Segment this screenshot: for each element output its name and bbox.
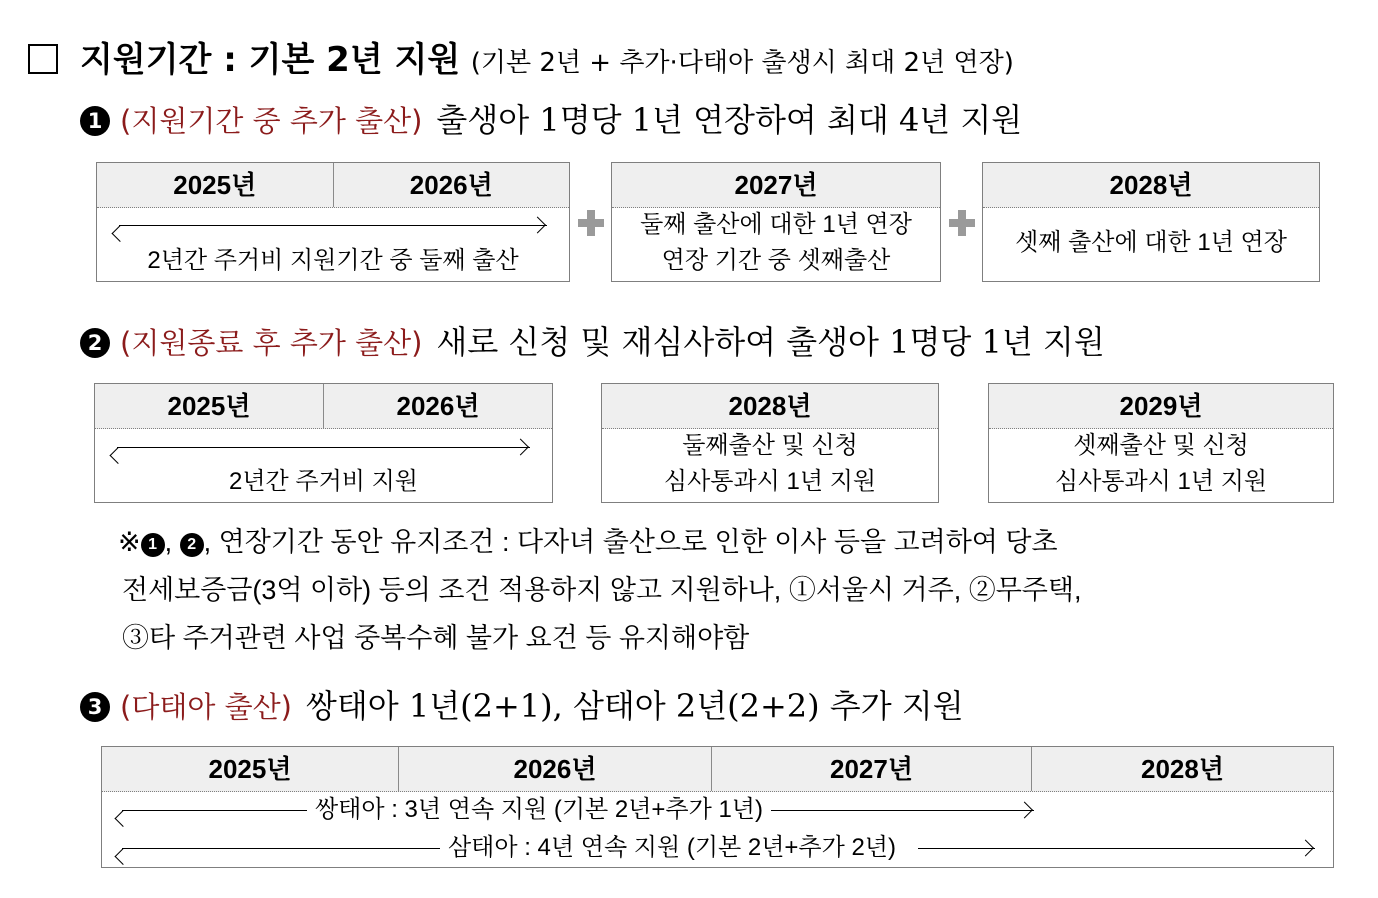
section3-label: (다태아 출산) (120, 690, 292, 724)
year-cell: 2026년 (333, 163, 570, 207)
page-heading (28, 38, 1014, 85)
table-body (602, 426, 938, 502)
section1-text: 출생아 1명당 1년 연장하여 최대 4년 지원 (436, 101, 1023, 139)
section2-title (80, 320, 1105, 365)
table-body-line1: 둘째출산 및 신청 (682, 432, 858, 459)
table-body-line2: 심사통과시 1년 지원 (663, 468, 877, 495)
s2-table-2028 (601, 383, 939, 503)
year-cell: 2025년 (167, 391, 251, 421)
year-cell: 2026년 (323, 384, 552, 428)
table-body-line2: 연장 기간 중 셋째출산 (661, 247, 891, 274)
section1-label: (지원기간 중 추가 출산) (120, 104, 423, 138)
section2-label: (지원종료 후 추가 출산) (120, 326, 423, 360)
twins-label: 쌍태아 : 3년 연속 지원 (기본 2년+추가 1년) (307, 795, 771, 825)
section2-number-icon: 2 (80, 328, 110, 358)
double-arrow (119, 225, 547, 226)
table-header (989, 384, 1333, 429)
note-number-2-icon: 2 (180, 533, 204, 557)
year-cell: 2027년 (711, 747, 1031, 791)
table-header (97, 163, 569, 208)
heading-title: 지원기간 : 기본 2년 지원 (80, 40, 461, 80)
double-arrow (117, 447, 530, 448)
table-body-line1: 둘째 출산에 대한 1년 연장 (640, 211, 912, 238)
year-cell: 2028년 (1031, 747, 1333, 791)
section1-number-icon: 1 (80, 106, 110, 136)
note-mark: ※ (118, 527, 141, 557)
section2-text: 새로 신청 및 재심사하여 출생아 1명당 1년 지원 (436, 323, 1105, 361)
year-cell: 2026년 (398, 747, 711, 791)
heading-subtitle: (기본 2년 + 추가·다태아 출생시 최대 2년 연장) (470, 48, 1014, 78)
s1-table-2027 (611, 162, 941, 282)
section3-title (80, 684, 964, 729)
section3-number-icon: 3 (80, 692, 110, 722)
checkbox-square-icon (28, 44, 58, 74)
s2-table-2025-2026 (94, 383, 553, 503)
year-cell: 2028년 (1109, 170, 1193, 200)
table-header (612, 163, 940, 208)
table-body (989, 426, 1333, 502)
section1-title (80, 98, 1022, 143)
table-body-text: 2년간 주거비 지원기간 중 둘째 출산 (147, 247, 519, 274)
year-cell: 2027년 (734, 170, 818, 200)
table-body-line2: 심사통과시 1년 지원 (1054, 468, 1268, 495)
s2-table-2029 (988, 383, 1334, 503)
year-cell: 2029년 (1119, 391, 1203, 421)
plus-icon (576, 208, 606, 238)
year-cell: 2025년 (208, 754, 292, 784)
note-text-line2: 전세보증금(3억 이하) 등의 조건 적용하지 않고 지원하나, ①서울시 거주, ②무주택, (122, 575, 1082, 605)
table-body-text: 셋째 출산에 대한 1년 연장 (1015, 229, 1287, 256)
note-line1: ※ 1 , 2 , 연장기간 동안 유지조건 : 다자녀 출산으로 인한 이사 등을 고려하여 당초 (118, 527, 1058, 557)
year-cell: 2025년 (173, 170, 257, 200)
s1-table-2028 (982, 162, 1320, 282)
table-header (983, 163, 1319, 208)
note-text-line3: ③타 주거관련 사업 중복수혜 불가 요건 등 유지해야함 (122, 623, 750, 653)
plus-icon (947, 208, 977, 238)
s3-table-multiples (101, 746, 1334, 868)
table-header (602, 384, 938, 429)
triplets-label: 삼태아 : 4년 연속 지원 (기본 2년+추가 2년) (440, 833, 918, 863)
s1-table-2025-2026 (96, 162, 570, 282)
table-body-text: 2년간 주거비 지원 (229, 468, 418, 495)
section3-text: 쌍태아 1년(2+1), 삼태아 2년(2+2) 추가 지원 (305, 687, 964, 725)
year-cell: 2028년 (728, 391, 812, 421)
table-body-line1: 셋째출산 및 신청 (1073, 432, 1249, 459)
table-header (95, 384, 552, 429)
table-body (612, 205, 940, 281)
note-text-line1: , 연장기간 동안 유지조건 : 다자녀 출산으로 인한 이사 등을 고려하여 당초 (203, 527, 1058, 557)
table-header (102, 747, 1333, 792)
note-number-1-icon: 1 (141, 533, 165, 557)
